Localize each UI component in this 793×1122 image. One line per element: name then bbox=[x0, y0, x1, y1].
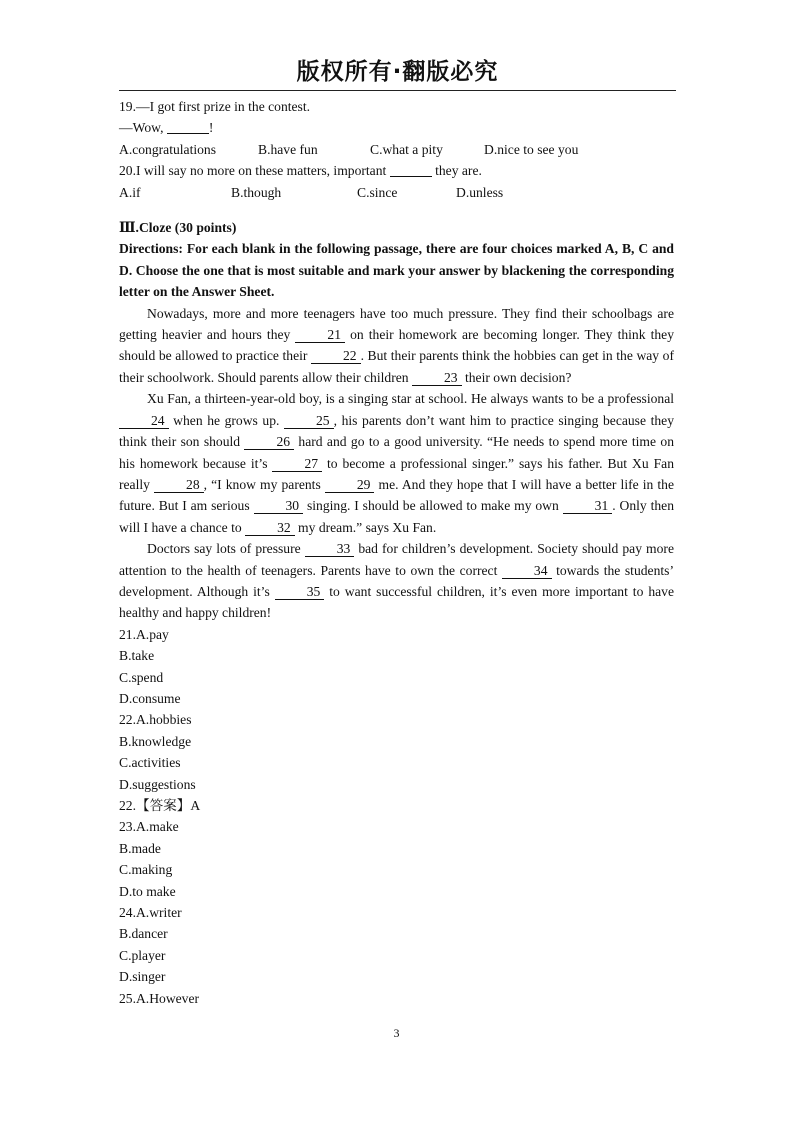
blank-22: 22 bbox=[311, 349, 361, 364]
passage-paragraph-1: Nowadays, more and more teenagers have too much pressure. They find their schoolbags are getting heavier and hours they 21 on their homework are becoming longer. They think they should be allowed to practice their 22 . But their parents think the hobbies can get in the way of their schoolwork. Should parents allow their children 23 their own decision? bbox=[119, 305, 674, 385]
blank-31: 31 bbox=[563, 499, 613, 514]
list-item: D.consume bbox=[119, 690, 181, 706]
answer-blank bbox=[390, 164, 432, 177]
list-item: 25.A.However bbox=[119, 990, 200, 1006]
list-item: D.to make bbox=[119, 883, 176, 899]
list-item: B.take bbox=[119, 648, 155, 664]
blank-33: 33 bbox=[305, 542, 355, 557]
question-19-response: —Wow, ! bbox=[119, 120, 214, 136]
option-d: D.unless bbox=[456, 184, 504, 200]
list-item: D.singer bbox=[119, 969, 166, 985]
question-19-options bbox=[119, 139, 674, 160]
question-20-options bbox=[119, 182, 674, 203]
list-item: B.dancer bbox=[119, 926, 168, 942]
question-20-prompt: 20.I will say no more on these matters, important they are. bbox=[119, 163, 482, 179]
list-item: 24.A.writer bbox=[119, 905, 182, 921]
blank-23: 23 bbox=[412, 371, 462, 386]
option-c: C.what a pity bbox=[370, 141, 443, 157]
header-title: 版权所有·翻版必究 bbox=[296, 59, 499, 85]
blank-34: 34 bbox=[502, 564, 552, 579]
option-b: B.though bbox=[231, 184, 282, 200]
blank-25: 25 bbox=[284, 414, 334, 429]
blank-35: 35 bbox=[275, 585, 325, 600]
answer-blank bbox=[167, 121, 209, 134]
page-number: 3 bbox=[393, 1026, 400, 1040]
option-d: D.nice to see you bbox=[484, 141, 579, 157]
blank-21: 21 bbox=[295, 328, 345, 343]
blank-30: 30 bbox=[254, 499, 304, 514]
blank-28: 28 bbox=[154, 478, 204, 493]
blank-24: 24 bbox=[119, 414, 169, 429]
page-content bbox=[119, 96, 674, 1009]
question-19-prompt: 19.—I got first prize in the contest. bbox=[119, 99, 311, 114]
page-header bbox=[119, 56, 676, 91]
passage-paragraph-2: Xu Fan, a thirteen-year-old boy, is a singing star at school. He always wants to be a professional 24 when he grows up. 25 , his parents don’t want him to practice singing because they think their son should 26 hard and go to a good university. “He needs to spend more time on his homework because it’s 27 to become a professional singer.” says his father. But Xu Fan really 28 , “I know my parents 29 me. And they hope that I will have a better life in the future. But I am serious 30 singing. I should be allowed to make my own 31 . Only then will I have a chance to 32 my dream.” says Xu Fan. bbox=[119, 391, 674, 535]
list-item: C.activities bbox=[119, 755, 181, 771]
list-item: D.suggestions bbox=[119, 776, 196, 792]
list-item: B.made bbox=[119, 840, 161, 856]
list-item: 22.A.hobbies bbox=[119, 712, 192, 728]
answer-choices-list bbox=[119, 624, 674, 1009]
answer-key-line: 22.【答案】A bbox=[119, 798, 201, 813]
option-c: C.since bbox=[357, 184, 398, 200]
blank-29: 29 bbox=[325, 478, 375, 493]
list-item: 21.A.pay bbox=[119, 626, 169, 642]
blank-32: 32 bbox=[245, 521, 295, 536]
cloze-directions: Directions: For each blank in the following passage, there are four choices marked A, B, C and D. Choose the one that is most suitable and mark your answer by blackening the corresponding letter on the Answer Sheet. bbox=[119, 241, 674, 300]
option-b: B.have fun bbox=[258, 141, 318, 157]
list-item: B.knowledge bbox=[119, 733, 192, 749]
list-item: C.spend bbox=[119, 669, 164, 685]
list-item: C.player bbox=[119, 947, 166, 963]
option-a: A.if bbox=[119, 184, 141, 200]
cloze-heading: Ⅲ.Cloze (30 points) bbox=[119, 220, 237, 236]
list-item: 23.A.make bbox=[119, 819, 179, 835]
blank-26: 26 bbox=[244, 435, 294, 450]
option-a: A.congratulations bbox=[119, 141, 217, 157]
blank-27: 27 bbox=[272, 457, 322, 472]
list-item: C.making bbox=[119, 862, 173, 878]
passage-paragraph-3: Doctors say lots of pressure 33 bad for children’s development. Society should pay more attention to the health of teenagers. Parents have to own the correct 34 towards the students’ development. Although it’s 35 to want successful children, it’s even more important to have healthy and happy children! bbox=[119, 541, 675, 621]
